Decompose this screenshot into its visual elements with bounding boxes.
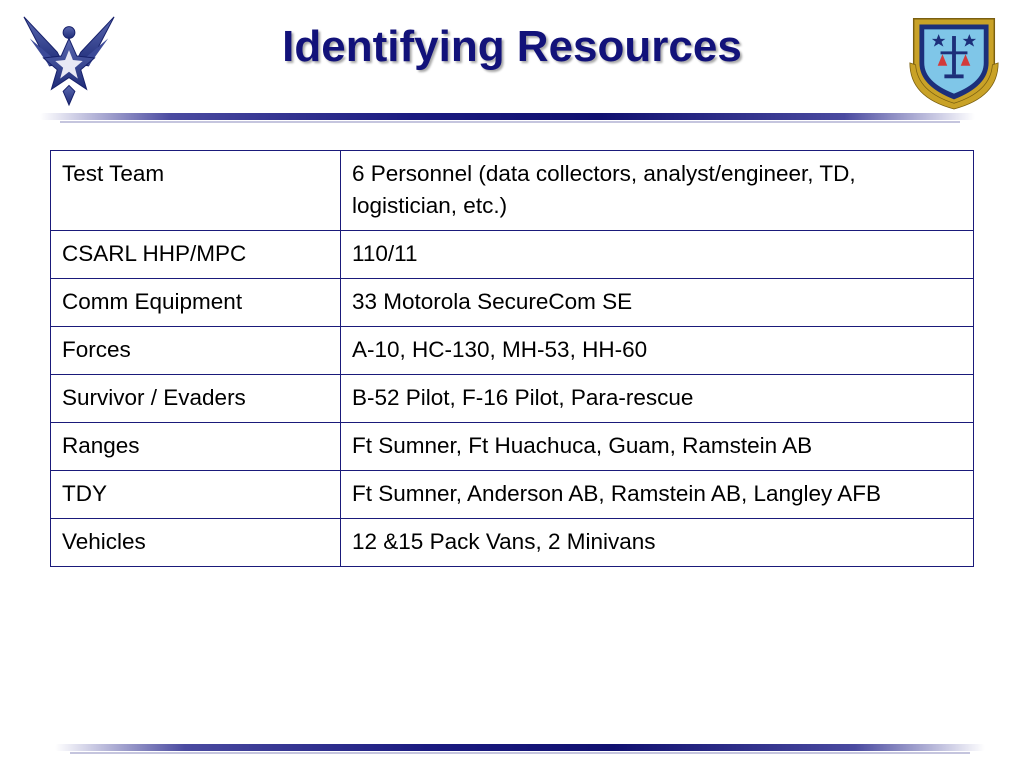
resource-label: Ranges [51,423,341,471]
table-row [51,375,974,423]
table-row [51,519,974,567]
footer-divider-rule [55,744,985,751]
table-row [51,279,974,327]
slide-title: Identifying Resources [282,22,742,71]
resource-value: Ft Sumner, Ft Huachuca, Guam, Ramstein AB [341,423,974,471]
resource-label: Survivor / Evaders [51,375,341,423]
resource-label: Vehicles [51,519,341,567]
title-divider-shadow [60,121,960,123]
resource-value: 33 Motorola SecureCom SE [341,279,974,327]
resource-label: Forces [51,327,341,375]
unit-shield-emblem-logo [906,12,1002,110]
footer-divider-shadow [70,752,970,754]
resource-value: 110/11 [341,231,974,279]
resource-value: B-52 Pilot, F-16 Pilot, Para-rescue [341,375,974,423]
title-divider-rule [40,113,975,120]
table-row [51,151,974,231]
resource-value: 12 &15 Pack Vans, 2 Minivans [341,519,974,567]
resource-label: TDY [51,471,341,519]
resource-label: CSARL HHP/MPC [51,231,341,279]
resource-value: A-10, HC-130, MH-53, HH-60 [341,327,974,375]
table-row [51,471,974,519]
table-row [51,327,974,375]
resource-label: Test Team [51,151,341,231]
resource-value: 6 Personnel (data collectors, analyst/engineer, TD, logistician, etc.) [341,151,974,231]
resource-label: Comm Equipment [51,279,341,327]
table-row [51,231,974,279]
resources-table [50,150,974,567]
resource-value: Ft Sumner, Anderson AB, Ramstein AB, Langley AFB [341,471,974,519]
table-row [51,423,974,471]
